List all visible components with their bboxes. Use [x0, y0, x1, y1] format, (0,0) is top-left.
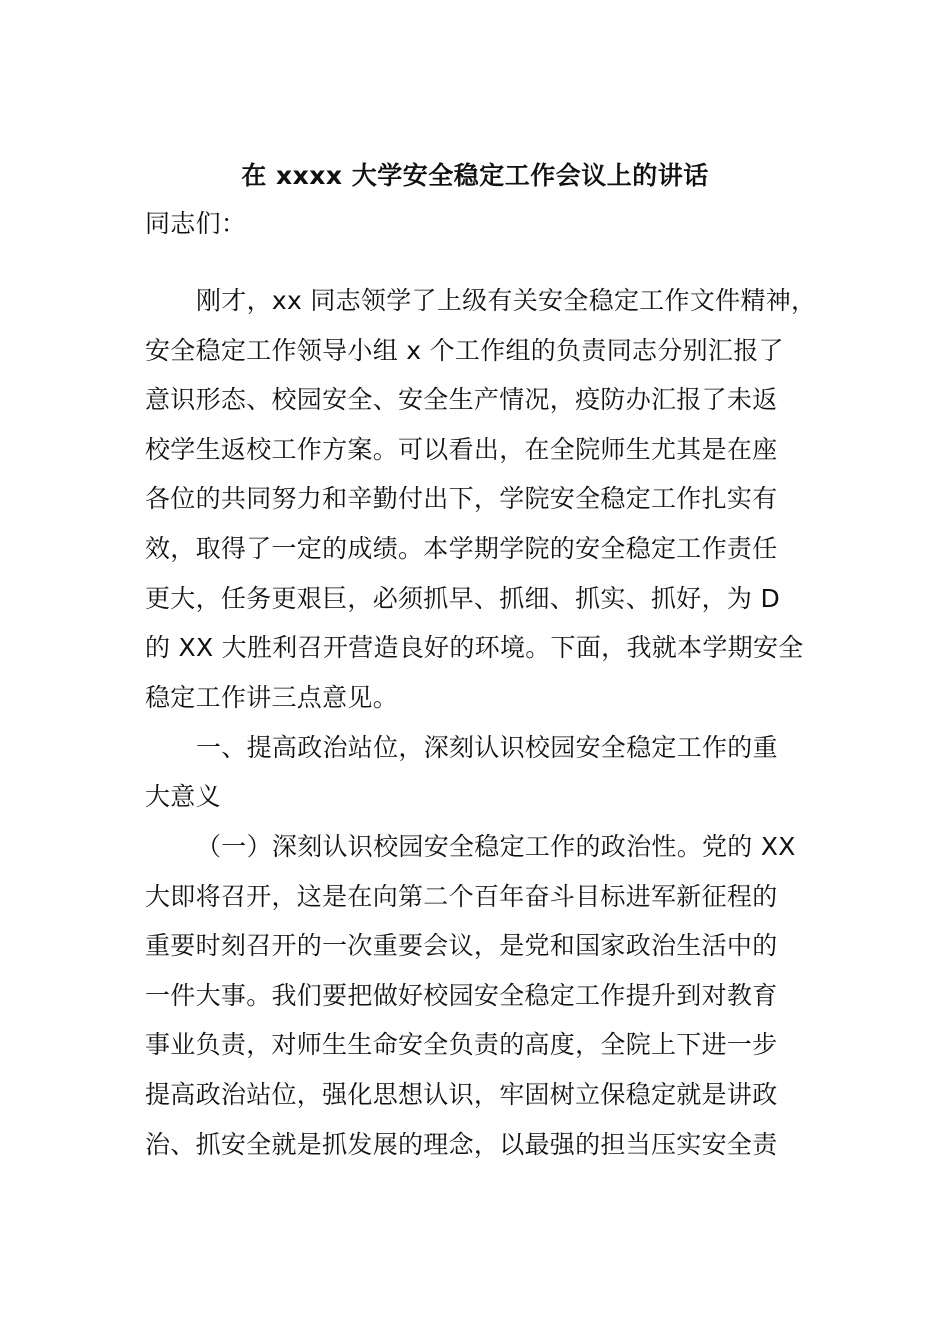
paragraph-line: （一）深刻认识校园安全稳定工作的政治性。党的 XX — [196, 832, 796, 861]
paragraph-line: 的 XX 大胜利召开营造良好的环境。下面，我就本学期安全 — [145, 633, 804, 662]
paragraph-line: 效，取得了一定的成绩。本学期学院的安全稳定工作责任 — [145, 534, 778, 563]
paragraph-line: 提高政治站位，强化思想认识，牢固树立保稳定就是讲政 — [145, 1080, 778, 1109]
paragraph-line: 事业负责，对师生生命安全负责的高度，全院上下进一步 — [145, 1030, 778, 1059]
paragraph-line: 大即将召开，这是在向第二个百年奋斗目标进军新征程的 — [145, 882, 778, 911]
paragraph-line: 刚才，xx 同志领学了上级有关安全稳定工作文件精神， — [196, 286, 817, 315]
paragraph-line: 治、抓安全就是抓发展的理念，以最强的担当压实安全责 — [145, 1130, 778, 1159]
paragraph-line: 更大，任务更艰巨，必须抓早、抓细、抓实、抓好，为 D — [145, 584, 780, 613]
paragraph-line: 校学生返校工作方案。可以看出，在全院师生尤其是在座 — [145, 435, 778, 464]
section-heading-line: 大意义 — [145, 782, 221, 811]
section-heading-line: 一、提高政治站位，深刻认识校园安全稳定工作的重 — [196, 733, 778, 762]
paragraph-line: 安全稳定工作领导小组 x 个工作组的负责同志分别汇报了 — [145, 336, 784, 365]
document-title: 在 xxxx 大学安全稳定工作会议上的讲话 — [241, 161, 709, 190]
paragraph-line: 意识形态、校园安全、安全生产情况，疫防办汇报了未返 — [145, 385, 778, 414]
paragraph-line: 重要时刻召开的一次重要会议，是党和国家政治生活中的 — [145, 931, 778, 960]
paragraph-line: 一件大事。我们要把做好校园安全稳定工作提升到对教育 — [145, 981, 778, 1010]
paragraph-line: 稳定工作讲三点意见。 — [145, 683, 399, 712]
paragraph-line: 各位的共同努力和辛勤付出下，学院安全稳定工作扎实有 — [145, 484, 778, 513]
salutation: 同志们： — [145, 209, 247, 238]
